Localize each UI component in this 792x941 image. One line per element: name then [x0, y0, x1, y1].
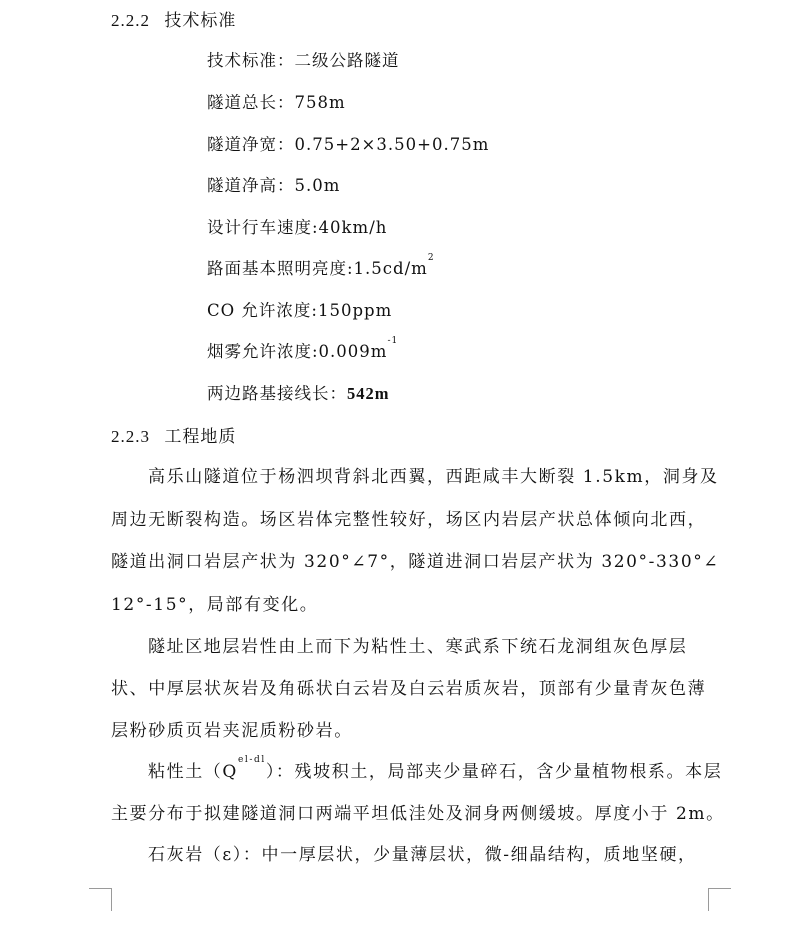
paragraph-1-line-3: 隧道出洞口岩层产状为 320°∠7°，隧道进洞口岩层产状为 320°-330°∠ — [111, 552, 720, 572]
spec-smoke-text: 烟雾允许浓度:0.009m — [207, 342, 388, 361]
spec-approach-length — [207, 380, 390, 404]
paragraph-3-line-2: 主要分布于拟建隧道洞口两端平坦低洼处及洞身两侧缓坡。厚度小于 2m。 — [111, 804, 725, 824]
spec-tunnel-length: 隧道总长：758m — [207, 93, 346, 112]
section-heading-2-2-3 — [111, 422, 236, 447]
spec-smoke-superscript: -1 — [387, 336, 399, 346]
paragraph-1-line-2: 周边无断裂构造。场区岩体完整性较好，场区内岩层产状总体倾向北西， — [111, 510, 707, 530]
paragraph-2-line-1: 隧址区地层岩性由上而下为粘性土、寒武系下统石龙洞组灰色厚层 — [148, 637, 688, 657]
paragraph-3-line-1-prefix: 粘性土（Q — [148, 762, 238, 782]
spec-lighting-superscript: 2 — [427, 253, 435, 263]
section-title: 技术标准 — [164, 11, 237, 31]
spec-lighting-luminance — [207, 255, 435, 279]
section-title: 工程地质 — [164, 427, 237, 447]
spec-standard: 技术标准：二级公路隧道 — [207, 51, 400, 70]
paragraph-4-line-1: 石灰岩（ε）：中一厚层状，少量薄层状，微-细晶结构，质地坚硬， — [148, 845, 697, 865]
section-number: 2.2.3 — [111, 427, 150, 446]
spec-tunnel-width: 隧道净宽：0.75+2×3.50+0.75m — [207, 135, 490, 154]
section-number: 2.2.2 — [111, 11, 150, 30]
page-margin-corner-left — [89, 888, 112, 911]
paragraph-1-line-1: 高乐山隧道位于杨泗坝背斜北西翼，西距咸丰大断裂 1.5km，洞身及 — [148, 467, 719, 487]
spec-tunnel-height: 隧道净高：5.0m — [207, 176, 341, 195]
spec-co-concentration: CO 允许浓度:150ppm — [207, 301, 393, 320]
geologic-age-superscript: el-dl — [237, 755, 266, 765]
paragraph-3-line-1-suffix: ）：残坡积土，局部夹少量碎石，含少量植物根系。本层 — [265, 762, 723, 782]
paragraph-2-line-3: 层粉砂质页岩夹泥质粉砂岩。 — [111, 721, 353, 741]
page-margin-corner-right — [708, 888, 731, 911]
section-heading-2-2-2 — [111, 6, 236, 31]
spec-approach-label: 两边路基接线长： — [207, 384, 347, 403]
spec-design-speed: 设计行车速度:40km/h — [207, 218, 388, 237]
spec-lighting-text: 路面基本照明亮度:1.5cd/m — [207, 259, 428, 278]
paragraph-2-line-2: 状、中厚层状灰岩及角砾状白云岩及白云岩质灰岩，顶部有少量青灰色薄 — [111, 679, 707, 699]
paragraph-3-line-1 — [148, 757, 744, 782]
spec-smoke-concentration — [207, 338, 398, 362]
spec-approach-value: 542m — [347, 384, 390, 403]
paragraph-1-line-4: 12°-15°，局部有变化。 — [111, 595, 319, 615]
